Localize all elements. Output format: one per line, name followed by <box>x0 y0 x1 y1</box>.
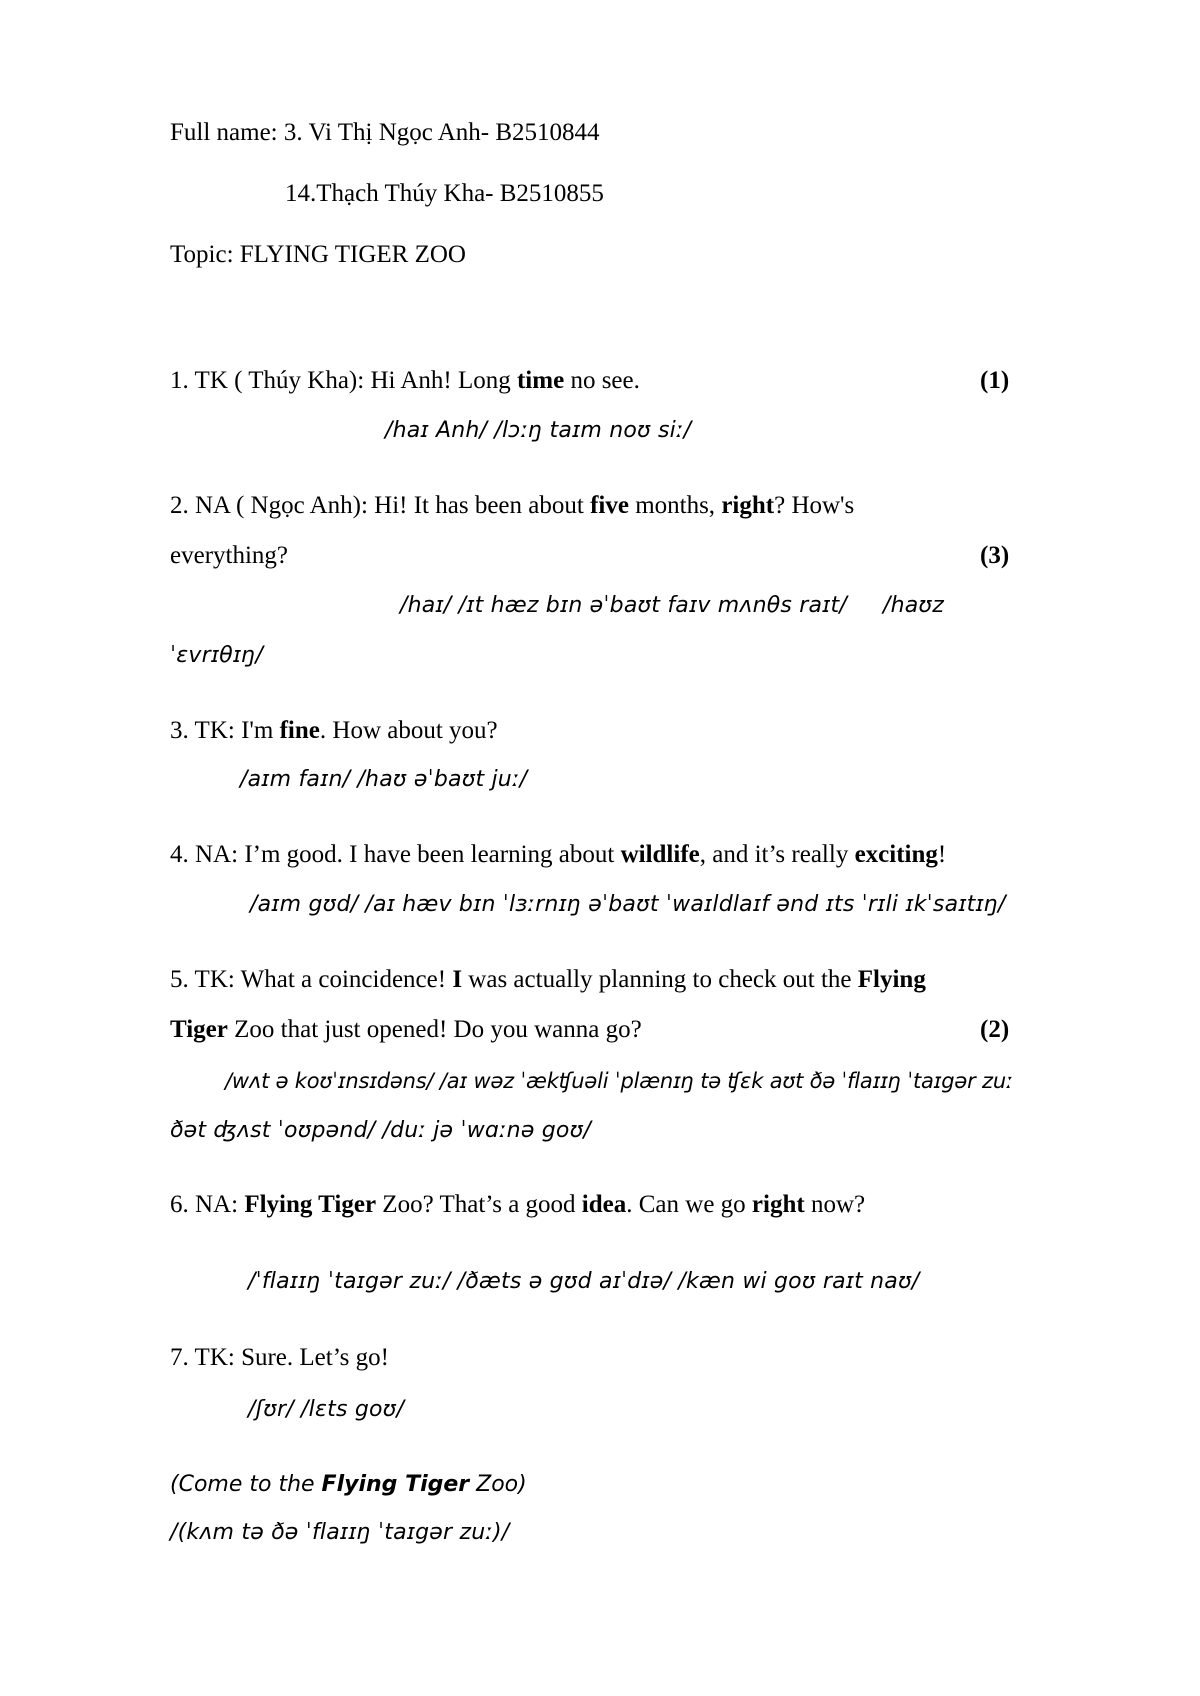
dialogue-line-5 <box>170 965 926 995</box>
ipa-line-6: /ˈflaɪɪŋ ˈtaɪgər zuː/ /ðæts ə gʊd aɪˈdɪə/ /kæn wi goʊ raɪt naʊ/ <box>248 1269 920 1294</box>
ipa-line-5: /wʌt ə koʊˈɪnsɪdəns/ /aɪ wəz ˈækʧuəli ˈplænɪŋ tə ʧɛk aʊt ðə ˈflaɪɪŋ ˈtaɪgər zuː <box>225 1069 1013 1093</box>
stress-marker-2: (2) <box>980 1016 1010 1043</box>
utterance-segment: Hi! It has been about <box>374 492 591 519</box>
dialogue-line-2-cont: everything? <box>170 542 289 569</box>
utterance-segment: , and it’s really <box>699 841 855 868</box>
utterance-segment: Sure. Let’s go! <box>241 1344 389 1371</box>
utterance-segment-bold: exciting <box>854 841 938 868</box>
stress-marker-3: (3) <box>980 542 1010 569</box>
closing-line <box>170 1470 527 1500</box>
utterance-segment: I'm <box>241 717 280 744</box>
speaker-label: 2. NA ( Ngọc Anh): <box>170 492 375 519</box>
utterance-segment-bold: right <box>721 492 775 519</box>
utterance-segment: Zoo? That’s a good <box>376 1191 582 1218</box>
utterance-segment-bold: wildlife <box>620 841 700 868</box>
closing-pre: (Come to the <box>170 1472 322 1497</box>
speaker-label: 4. NA: <box>170 841 245 868</box>
utterance-segment: ! <box>937 841 947 868</box>
speaker-label: 1. TK ( Thúy Kha): <box>170 367 371 394</box>
dialogue-line-7 <box>170 1343 389 1373</box>
utterance-segment: . Can we go <box>626 1191 752 1218</box>
ipa-line-5-cont: ðət ʤʌst ˈoʊpənd/ /duː jə ˈwɑːnə goʊ/ <box>170 1118 591 1143</box>
utterance-segment-bold: I <box>452 966 463 993</box>
member-1: 3. Vi Thị Ngọc Anh- B2510844 <box>283 119 600 146</box>
ipa-line-2-b: /haʊz <box>883 593 944 618</box>
full-name-line <box>170 118 600 148</box>
utterance-segment-bold: Flying <box>857 966 926 993</box>
utterance-segment: . How about you? <box>319 717 498 744</box>
utterance-segment: I’m good. I have been learning about <box>244 841 621 868</box>
ipa-line-2-cont: ˈɛvrɪθɪŋ/ <box>170 643 264 668</box>
closing-ipa: /(kʌm tə ðə ˈflaɪɪŋ ˈtaɪgər zuː)/ <box>170 1520 510 1545</box>
utterance-segment-bold: time <box>516 367 565 394</box>
speaker-label: 7. TK: <box>170 1344 242 1371</box>
utterance-segment: was actually planning to check out the <box>462 966 858 993</box>
speaker-label: 3. TK: <box>170 717 242 744</box>
member-2: 14.Thạch Thúy Kha- B2510855 <box>285 180 604 207</box>
dialogue-line-1 <box>170 366 640 396</box>
utterance-segment: Zoo that just opened! Do you wanna go? <box>227 1016 642 1043</box>
ipa-line-1: /haɪ Anh/ /lɔːŋ taɪm noʊ siː/ <box>385 418 692 443</box>
utterance-segment: Hi Anh! Long <box>370 367 517 394</box>
closing-bold: Flying Tiger <box>321 1472 470 1497</box>
utterance-segment: What a coincidence! <box>240 966 453 993</box>
dialogue-line-2 <box>170 491 854 521</box>
stress-marker-1: (1) <box>980 367 1010 394</box>
utterance-segment: ? How's <box>774 492 855 519</box>
speaker-label: 6. NA: <box>170 1191 245 1218</box>
utterance-segment-bold: Flying Tiger <box>244 1191 377 1218</box>
dialogue-line-3 <box>170 716 498 746</box>
utterance-segment-bold: fine <box>279 717 320 744</box>
ipa-line-7: /ʃʊr/ /lɛts goʊ/ <box>248 1397 405 1422</box>
ipa-line-2: /haɪ/ /ɪt hæz bɪn əˈbaʊt faɪv mʌnθs raɪt/ <box>400 593 847 618</box>
utterance-segment: months, <box>628 492 722 519</box>
utterance-segment-bold: five <box>590 492 629 519</box>
topic-line: Topic: FLYING TIGER ZOO <box>170 241 466 268</box>
dialogue-line-5-cont <box>170 1015 642 1045</box>
ipa-line-4: /aɪm gʊd/ /aɪ hæv bɪn ˈlɜːrnɪŋ əˈbaʊt ˈwaɪldlaɪf ənd ɪts ˈrɪli ɪkˈsaɪtɪŋ/ <box>250 892 1006 917</box>
utterance-segment: now? <box>804 1191 866 1218</box>
utterance-segment-bold: idea <box>581 1191 627 1218</box>
full-name-label: Full name: <box>170 119 284 146</box>
dialogue-line-4 <box>170 840 946 870</box>
speaker-label: 5. TK: <box>170 966 241 993</box>
closing-post: Zoo) <box>469 1472 527 1497</box>
utterance-segment: no see. <box>564 367 640 394</box>
dialogue-line-6 <box>170 1190 865 1220</box>
utterance-segment-bold: right <box>751 1191 805 1218</box>
ipa-line-3: /aɪm faɪn/ /haʊ əˈbaʊt juː/ <box>240 767 528 792</box>
utterance-segment-bold: Tiger <box>170 1016 228 1043</box>
